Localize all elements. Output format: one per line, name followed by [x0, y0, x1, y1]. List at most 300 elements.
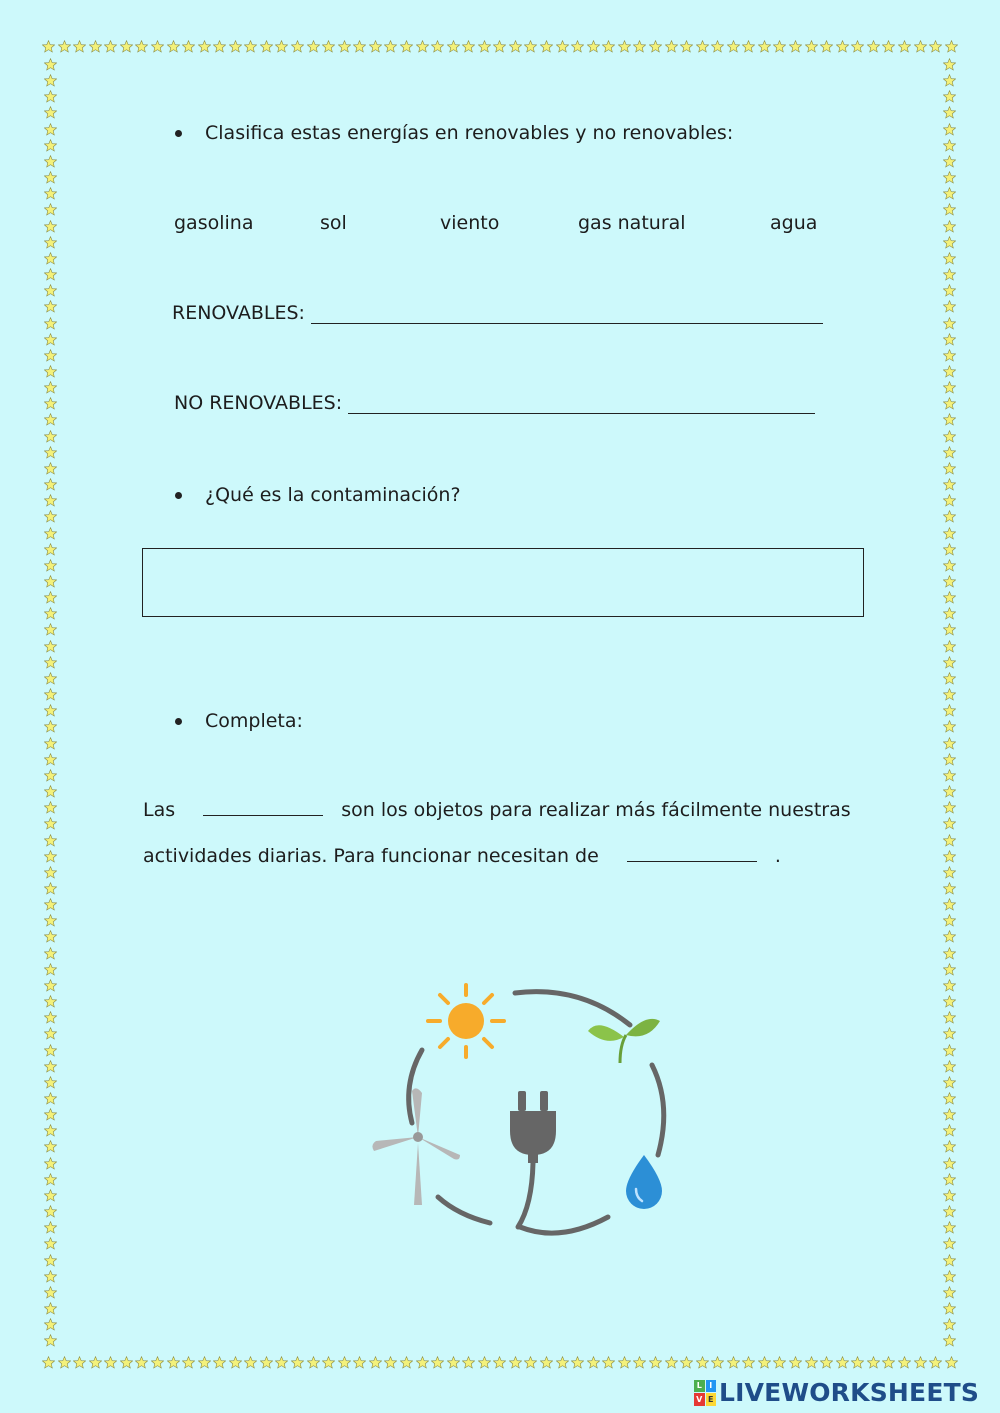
ring-arc-bottom-right	[520, 1217, 608, 1233]
sun-icon	[428, 985, 504, 1057]
star-icon	[851, 1356, 864, 1369]
star-icon	[44, 1189, 57, 1202]
star-icon	[44, 155, 57, 168]
bullet-icon	[175, 718, 182, 725]
star-icon	[943, 462, 956, 475]
word-sol: sol	[320, 212, 347, 234]
star-icon	[369, 1356, 382, 1369]
star-icon	[943, 365, 956, 378]
star-icon	[943, 236, 956, 249]
star-icon	[943, 543, 956, 556]
star-border-top	[42, 40, 958, 53]
star-icon	[167, 40, 180, 53]
star-icon	[291, 40, 304, 53]
non-renewables-row	[174, 392, 815, 414]
star-icon	[524, 40, 537, 53]
star-icon	[943, 737, 956, 750]
star-icon	[478, 1356, 491, 1369]
star-icon	[44, 607, 57, 620]
star-icon	[943, 317, 956, 330]
star-icon	[943, 494, 956, 507]
star-icon	[44, 866, 57, 879]
star-icon	[44, 187, 57, 200]
star-icon	[602, 1356, 615, 1369]
star-icon	[943, 74, 956, 87]
star-icon	[789, 1356, 802, 1369]
star-icon	[353, 1356, 366, 1369]
star-icon	[44, 1221, 57, 1234]
star-icon	[943, 1286, 956, 1299]
star-icon	[44, 1302, 57, 1315]
line1-start: Las	[143, 799, 176, 821]
star-icon	[44, 640, 57, 653]
star-icon	[44, 527, 57, 540]
star-icon	[44, 510, 57, 523]
star-border-bottom	[42, 1356, 958, 1369]
star-icon	[151, 1356, 164, 1369]
word-gas-natural: gas natural	[578, 212, 686, 234]
star-icon	[213, 1356, 226, 1369]
star-icon	[244, 1356, 257, 1369]
star-icon	[307, 1356, 320, 1369]
star-icon	[943, 203, 956, 216]
star-icon	[943, 252, 956, 265]
star-icon	[540, 40, 553, 53]
star-icon	[943, 623, 956, 636]
star-icon	[44, 1027, 57, 1040]
star-icon	[618, 40, 631, 53]
star-icon	[44, 1205, 57, 1218]
star-icon	[44, 1254, 57, 1267]
star-icon	[44, 1140, 57, 1153]
star-icon	[44, 672, 57, 685]
star-icon	[665, 40, 678, 53]
star-icon	[943, 397, 956, 410]
star-icon	[898, 1356, 911, 1369]
star-icon	[44, 268, 57, 281]
star-icon	[120, 1356, 133, 1369]
star-icon	[44, 979, 57, 992]
star-icon	[943, 527, 956, 540]
star-icon	[758, 40, 771, 53]
blank-2[interactable]	[627, 860, 757, 862]
star-icon	[943, 381, 956, 394]
renewables-answer-line[interactable]	[311, 322, 823, 324]
star-icon	[44, 397, 57, 410]
star-icon	[943, 995, 956, 1008]
star-icon	[943, 817, 956, 830]
water-drop-icon	[626, 1155, 662, 1209]
star-icon	[943, 510, 956, 523]
star-icon	[943, 187, 956, 200]
star-icon	[431, 1356, 444, 1369]
star-icon	[943, 850, 956, 863]
star-icon	[509, 1356, 522, 1369]
star-icon	[914, 40, 927, 53]
star-icon	[478, 40, 491, 53]
star-icon	[943, 1334, 956, 1347]
pollution-answer-box[interactable]	[142, 548, 864, 617]
star-icon	[44, 898, 57, 911]
star-icon	[44, 688, 57, 701]
star-icon	[44, 413, 57, 426]
star-icon	[524, 1356, 537, 1369]
star-icon	[773, 1356, 786, 1369]
star-icon	[44, 478, 57, 491]
star-icon	[943, 1205, 956, 1218]
star-icon	[44, 284, 57, 297]
star-icon	[943, 106, 956, 119]
star-icon	[649, 1356, 662, 1369]
liveworksheets-text: LIVEWORKSHEETS	[719, 1378, 980, 1407]
star-icon	[945, 40, 958, 53]
star-icon	[929, 1356, 942, 1369]
star-icon	[943, 914, 956, 927]
star-icon	[742, 40, 755, 53]
star-icon	[882, 40, 895, 53]
star-icon	[400, 40, 413, 53]
word-viento: viento	[440, 212, 500, 234]
star-icon	[943, 640, 956, 653]
star-icon	[44, 914, 57, 927]
star-icon	[943, 656, 956, 669]
star-icon	[338, 1356, 351, 1369]
star-icon	[945, 1356, 958, 1369]
star-icon	[943, 90, 956, 103]
star-icon	[943, 1092, 956, 1105]
star-icon	[943, 963, 956, 976]
star-icon	[898, 40, 911, 53]
star-icon	[867, 1356, 880, 1369]
energy-cycle-graphic	[360, 965, 680, 1255]
word-agua: agua	[770, 212, 818, 234]
star-icon	[618, 1356, 631, 1369]
star-icon	[943, 1254, 956, 1267]
star-icon	[540, 1356, 553, 1369]
star-icon	[943, 882, 956, 895]
star-icon	[104, 40, 117, 53]
star-icon	[44, 446, 57, 459]
star-icon	[587, 40, 600, 53]
renewables-label: RENOVABLES:	[172, 302, 305, 324]
star-icon	[44, 1270, 57, 1283]
star-icon	[943, 1189, 956, 1202]
star-icon	[696, 1356, 709, 1369]
star-icon	[44, 236, 57, 249]
star-icon	[943, 801, 956, 814]
star-icon	[44, 559, 57, 572]
star-icon	[742, 1356, 755, 1369]
star-icon	[727, 1356, 740, 1369]
star-icon	[447, 1356, 460, 1369]
non-renewables-answer-line[interactable]	[348, 412, 815, 414]
star-icon	[943, 220, 956, 233]
star-icon	[587, 1356, 600, 1369]
star-icon	[493, 40, 506, 53]
star-icon	[44, 106, 57, 119]
star-icon	[89, 40, 102, 53]
star-icon	[44, 817, 57, 830]
star-icon	[943, 753, 956, 766]
wind-turbine-icon	[372, 1088, 460, 1205]
star-icon	[89, 1356, 102, 1369]
star-icon	[44, 963, 57, 976]
star-icon	[44, 220, 57, 233]
star-icon	[943, 1044, 956, 1057]
star-icon	[73, 40, 86, 53]
star-icon	[44, 785, 57, 798]
star-icon	[135, 1356, 148, 1369]
star-icon	[943, 834, 956, 847]
star-icon	[805, 1356, 818, 1369]
instruction-classify-text: Clasifica estas energías en renovables y no renovables:	[205, 122, 734, 144]
star-icon	[44, 769, 57, 782]
star-icon	[649, 40, 662, 53]
star-icon	[44, 252, 57, 265]
star-icon	[44, 462, 57, 475]
star-icon	[805, 40, 818, 53]
star-icon	[943, 284, 956, 297]
star-icon	[665, 1356, 678, 1369]
star-icon	[943, 1108, 956, 1121]
star-icon	[943, 575, 956, 588]
star-icon	[44, 333, 57, 346]
star-icon	[929, 40, 942, 53]
star-icon	[943, 672, 956, 685]
line1-end: son los objetos para realizar más fácilmente nuestras	[341, 799, 851, 821]
star-icon	[943, 413, 956, 426]
star-icon	[44, 930, 57, 943]
star-icon	[943, 300, 956, 313]
star-icon	[943, 333, 956, 346]
star-icon	[275, 1356, 288, 1369]
star-border-right	[943, 58, 956, 1348]
star-icon	[556, 40, 569, 53]
star-icon	[400, 1356, 413, 1369]
star-icon	[943, 349, 956, 362]
star-icon	[851, 40, 864, 53]
star-icon	[182, 40, 195, 53]
star-icon	[44, 753, 57, 766]
ring-arc-bottom-left	[438, 1197, 490, 1223]
star-icon	[633, 1356, 646, 1369]
star-icon	[167, 1356, 180, 1369]
star-icon	[291, 1356, 304, 1369]
star-icon	[727, 40, 740, 53]
star-icon	[44, 834, 57, 847]
fill-paragraph-line-1	[143, 799, 851, 821]
star-icon	[943, 947, 956, 960]
star-icon	[44, 1076, 57, 1089]
star-icon	[943, 1318, 956, 1331]
renewables-row	[172, 302, 823, 324]
star-icon	[44, 1044, 57, 1057]
star-icon	[493, 1356, 506, 1369]
star-icon	[120, 40, 133, 53]
instruction-complete	[175, 710, 303, 732]
star-icon	[943, 1157, 956, 1170]
star-icon	[44, 1318, 57, 1331]
fill-paragraph-line-2	[143, 845, 781, 867]
star-icon	[307, 40, 320, 53]
star-icon	[44, 1173, 57, 1186]
star-icon	[44, 58, 57, 71]
star-icon	[44, 801, 57, 814]
star-icon	[44, 90, 57, 103]
star-icon	[104, 1356, 117, 1369]
star-icon	[42, 40, 55, 53]
star-icon	[943, 1221, 956, 1234]
star-icon	[44, 1124, 57, 1137]
star-icon	[44, 1237, 57, 1250]
star-icon	[571, 40, 584, 53]
star-icon	[369, 40, 382, 53]
star-icon	[44, 995, 57, 1008]
star-icon	[44, 947, 57, 960]
star-icon	[416, 40, 429, 53]
star-icon	[943, 139, 956, 152]
star-icon	[229, 40, 242, 53]
star-icon	[773, 40, 786, 53]
star-icon	[44, 123, 57, 136]
star-icon	[44, 543, 57, 556]
star-icon	[416, 1356, 429, 1369]
star-icon	[943, 155, 956, 168]
star-icon	[711, 40, 724, 53]
star-icon	[943, 1302, 956, 1315]
star-icon	[943, 1060, 956, 1073]
star-icon	[44, 300, 57, 313]
star-icon	[943, 1270, 956, 1283]
star-icon	[42, 1356, 55, 1369]
star-icon	[44, 1011, 57, 1024]
star-icon	[182, 1356, 195, 1369]
star-icon	[44, 171, 57, 184]
star-icon	[462, 1356, 475, 1369]
star-icon	[943, 704, 956, 717]
question-pollution-text: ¿Qué es la contaminación?	[205, 484, 461, 506]
star-icon	[44, 737, 57, 750]
star-icon	[44, 1060, 57, 1073]
star-icon	[914, 1356, 927, 1369]
star-icon	[943, 1140, 956, 1153]
star-icon	[509, 40, 522, 53]
star-icon	[431, 40, 444, 53]
plug-icon	[510, 1091, 556, 1227]
star-icon	[836, 1356, 849, 1369]
star-icon	[44, 656, 57, 669]
star-icon	[943, 1173, 956, 1186]
star-icon	[58, 1356, 71, 1369]
star-icon	[943, 688, 956, 701]
star-icon	[44, 1334, 57, 1347]
star-icon	[556, 1356, 569, 1369]
word-gasolina: gasolina	[174, 212, 254, 234]
star-icon	[44, 1108, 57, 1121]
star-icon	[44, 882, 57, 895]
non-renewables-label: NO RENOVABLES:	[174, 392, 343, 414]
star-icon	[758, 1356, 771, 1369]
bullet-icon	[175, 130, 182, 137]
star-icon	[353, 40, 366, 53]
star-icon	[44, 591, 57, 604]
line2-start: actividades diarias. Para funcionar necesitan de	[143, 845, 599, 867]
star-icon	[44, 381, 57, 394]
star-icon	[44, 317, 57, 330]
sprout-icon	[588, 1019, 660, 1063]
star-icon	[867, 40, 880, 53]
star-icon	[462, 40, 475, 53]
star-icon	[44, 1092, 57, 1105]
star-icon	[943, 478, 956, 491]
star-icon	[244, 40, 257, 53]
star-icon	[943, 785, 956, 798]
star-icon	[943, 898, 956, 911]
line2-end: .	[774, 845, 781, 867]
star-icon	[44, 203, 57, 216]
star-icon	[275, 40, 288, 53]
star-icon	[943, 268, 956, 281]
star-icon	[44, 720, 57, 733]
star-icon	[571, 1356, 584, 1369]
liveworksheets-brand	[694, 1378, 979, 1407]
star-icon	[44, 850, 57, 863]
star-icon	[943, 866, 956, 879]
star-icon	[789, 40, 802, 53]
star-icon	[44, 1157, 57, 1170]
star-icon	[58, 40, 71, 53]
bullet-icon	[175, 492, 182, 499]
star-icon	[384, 40, 397, 53]
star-icon	[602, 40, 615, 53]
star-icon	[213, 40, 226, 53]
star-icon	[198, 40, 211, 53]
star-icon	[338, 40, 351, 53]
star-icon	[943, 559, 956, 572]
star-icon	[447, 40, 460, 53]
star-icon	[943, 591, 956, 604]
star-icon	[680, 1356, 693, 1369]
ring-arc-top	[515, 992, 630, 1025]
star-icon	[943, 1027, 956, 1040]
instruction-classify	[175, 122, 733, 144]
star-icon	[229, 1356, 242, 1369]
blank-1[interactable]	[203, 814, 323, 816]
star-border-left	[44, 58, 57, 1348]
star-icon	[151, 40, 164, 53]
star-icon	[680, 40, 693, 53]
star-icon	[44, 623, 57, 636]
star-icon	[73, 1356, 86, 1369]
star-icon	[943, 171, 956, 184]
liveworksheets-logo-icon: L I V E	[694, 1380, 716, 1406]
star-icon	[44, 349, 57, 362]
star-icon	[198, 1356, 211, 1369]
star-icon	[44, 575, 57, 588]
instruction-complete-text: Completa:	[205, 710, 303, 732]
star-icon	[943, 720, 956, 733]
star-icon	[44, 74, 57, 87]
star-icon	[633, 40, 646, 53]
star-icon	[943, 1011, 956, 1024]
star-icon	[384, 1356, 397, 1369]
star-icon	[322, 1356, 335, 1369]
star-icon	[44, 365, 57, 378]
star-icon	[943, 769, 956, 782]
star-icon	[943, 979, 956, 992]
star-icon	[44, 494, 57, 507]
star-icon	[711, 1356, 724, 1369]
